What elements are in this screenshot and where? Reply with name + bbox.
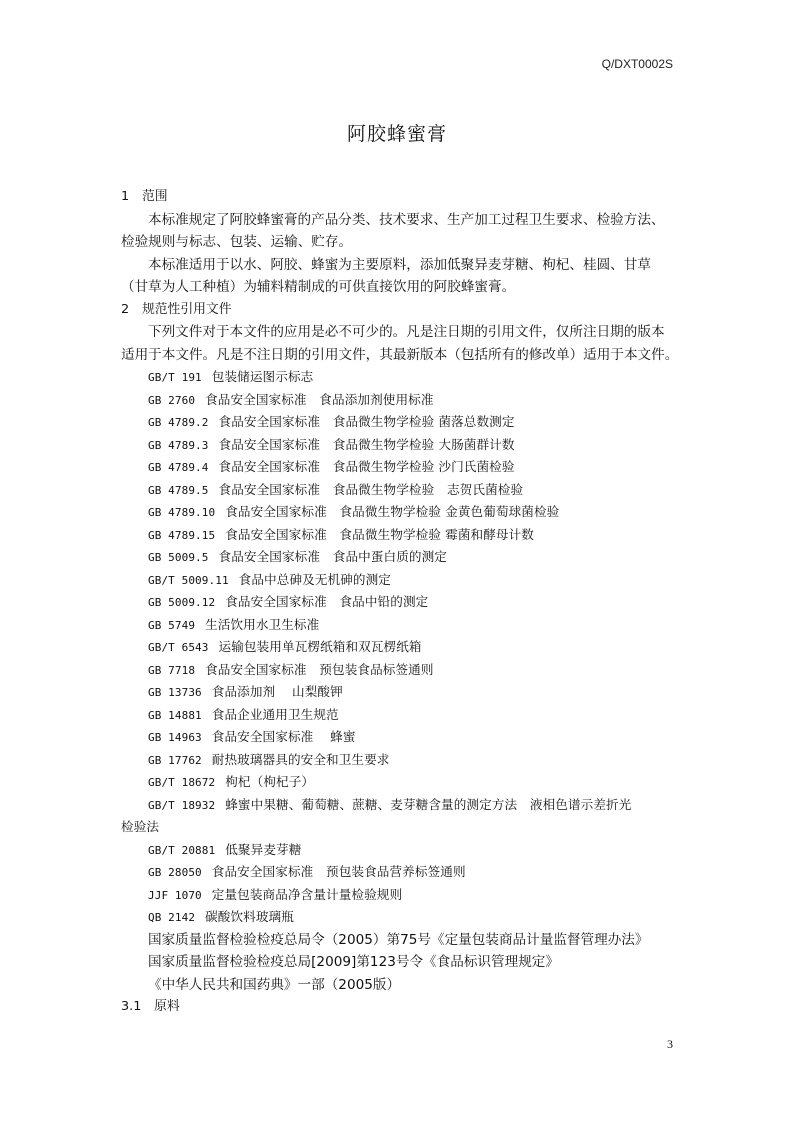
reference-code: GB/T 20881 [148, 843, 216, 857]
reference-title: 蜂蜜中果糖、葡萄糖、蔗糖、麦芽糖含量的测定方法 液相色谱示差折光 [225, 796, 632, 812]
section-1-paragraph-line: 本标准规定了阿胶蜂蜜膏的产品分类、技术要求、生产加工过程卫生要求、检验方法、 [148, 211, 665, 228]
reference-title: 耐热玻璃器具的安全和卫生要求 [211, 751, 390, 767]
reference-code: GB 13736 [148, 686, 202, 699]
reference-title: 食品企业通用卫生规范 [211, 706, 339, 722]
reference-title: 食品安全国家标准 食品微生物学检验 菌落总数测定 [218, 414, 515, 429]
reference-item [121, 771, 681, 794]
reference-code: GB 4789.3 [148, 438, 209, 452]
reference-title: 碳酸饮料玻璃瓶 [205, 909, 294, 924]
reference-continuation: 检验法 [121, 819, 160, 834]
reference-title: 包装储运图示标志 [211, 369, 314, 384]
reference-title: 食品安全国家标准 食品添加剂使用标准 [205, 391, 434, 407]
reference-code: GB 4789.4 [148, 461, 209, 474]
reference-title: 食品安全国家标准 预包装食品营养标签通则 [211, 864, 466, 879]
reference-item [121, 524, 681, 547]
document-body [121, 186, 681, 1019]
reference-title: 定量包装商品净含量计量检验规则 [211, 886, 403, 902]
regulation-notice: 国家质量监督检验检疫总局[2009]第123号令《食品标识管理规定》 [148, 954, 559, 970]
section-1-paragraph-line: （甘草为人工种植）为辅料精制成的可供直接饮用的阿胶蜂蜜膏。 [121, 279, 516, 295]
reference-item [121, 839, 681, 862]
reference-code: QB 2142 [148, 911, 196, 924]
reference-title: 食品添加剂 山梨酸钾 [211, 684, 343, 699]
reference-code: GB 5009.5 [148, 551, 209, 564]
section-2-paragraph-line: 下列文件对于本文件的应用是必不可少的。凡是注日期的引用文件，仅所注日期的版本 [148, 324, 665, 340]
regulation-notice: 《中华人民共和国药典》一部（2005版） [148, 976, 401, 993]
reference-item [121, 861, 681, 884]
reference-title: 食品中总砷及无机砷的测定 [238, 571, 391, 587]
reference-item [121, 659, 681, 682]
reference-title: 食品安全国家标准 食品微生物学检验 霉菌和酵母计数 [225, 526, 534, 542]
reference-title: 食品安全国家标准 食品微生物学检验 金黄色葡萄球菌检验 [225, 504, 560, 519]
reference-code: GB 28050 [148, 866, 202, 879]
reference-item [121, 726, 681, 749]
reference-item [121, 681, 681, 704]
reference-code: GB 14881 [148, 708, 202, 722]
reference-code: GB/T 18672 [148, 776, 216, 789]
reference-code: GB 17762 [148, 753, 202, 767]
reference-title: 低聚异麦芽糖 [225, 841, 302, 857]
section-2-paragraph-line: 适用于本文件。凡是不注日期的引用文件，其最新版本（包括所有的修改单）适用于本文件。 [121, 346, 679, 363]
section-1-heading: 1 范围 [121, 189, 168, 204]
reference-item [121, 749, 681, 772]
page-number: 3 [667, 1037, 673, 1051]
reference-item [121, 704, 681, 727]
section-3-1-heading: 3.1 原料 [121, 999, 180, 1014]
reference-item [121, 794, 681, 817]
reference-item [121, 366, 681, 389]
reference-item [121, 434, 681, 457]
reference-title: 食品安全国家标准 食品微生物学检验 大肠菌群计数 [218, 436, 515, 452]
reference-code: GB 4789.10 [148, 506, 216, 519]
reference-code: GB 14963 [148, 731, 202, 744]
document-code: Q/DXT0002S [601, 57, 673, 71]
reference-title: 生活饮用水卫生标准 [205, 616, 320, 632]
reference-code: GB/T 191 [148, 371, 202, 384]
reference-title: 食品安全国家标准 食品微生物学检验 志贺氏菌检验 [218, 481, 524, 497]
reference-title: 食品安全国家标准 预包装食品标签通则 [205, 661, 434, 677]
document-title: 阿胶蜂蜜膏 [346, 123, 447, 145]
reference-code: GB/T 18932 [148, 798, 216, 812]
reference-title: 枸杞（枸杞子） [225, 774, 315, 789]
reference-item [121, 411, 681, 434]
section-1-paragraph-line: 检验规则与标志、包装、运输、贮存。 [121, 234, 353, 250]
reference-code: GB 4789.15 [148, 528, 216, 542]
reference-code: GB/T 5009.11 [148, 573, 229, 587]
reference-code: GB/T 6543 [148, 641, 209, 654]
reference-item [121, 906, 681, 929]
reference-title: 食品安全国家标准 食品中蛋白质的测定 [218, 549, 448, 564]
reference-code: GB 2760 [148, 393, 196, 407]
section-1-paragraph-line: 本标准适用于以水、阿胶、蜂蜜为主要原料，添加低聚异麦芽糖、枸杞、桂圆、甘草 [148, 256, 651, 273]
reference-title: 食品安全国家标准 食品中铅的测定 [225, 594, 429, 609]
reference-item [121, 884, 681, 907]
reference-code: GB 4789.2 [148, 416, 209, 429]
reference-code: GB 4789.5 [148, 483, 209, 497]
reference-item [121, 614, 681, 637]
reference-code: GB 5009.12 [148, 596, 216, 609]
regulation-notice: 国家质量监督检验检疫总局令（2005）第75号《定量包装商品计量监督管理办法》 [148, 931, 649, 948]
reference-title: 运输包装用单瓦楞纸箱和双瓦楞纸箱 [218, 639, 422, 654]
reference-item [121, 501, 681, 524]
reference-title: 食品安全国家标准 蜂蜜 [211, 729, 356, 744]
reference-code: GB 7718 [148, 663, 196, 677]
reference-item [121, 479, 681, 502]
section-2-heading: 2 规范性引用文件 [121, 301, 232, 317]
reference-item [121, 389, 681, 412]
reference-item [121, 636, 681, 659]
reference-item [121, 456, 681, 479]
reference-item [121, 546, 681, 569]
reference-code: JJF 1070 [148, 888, 202, 902]
reference-item [121, 591, 681, 614]
reference-title: 食品安全国家标准 食品微生物学检验 沙门氏菌检验 [218, 459, 515, 474]
reference-code: GB 5749 [148, 618, 196, 632]
reference-item [121, 569, 681, 592]
